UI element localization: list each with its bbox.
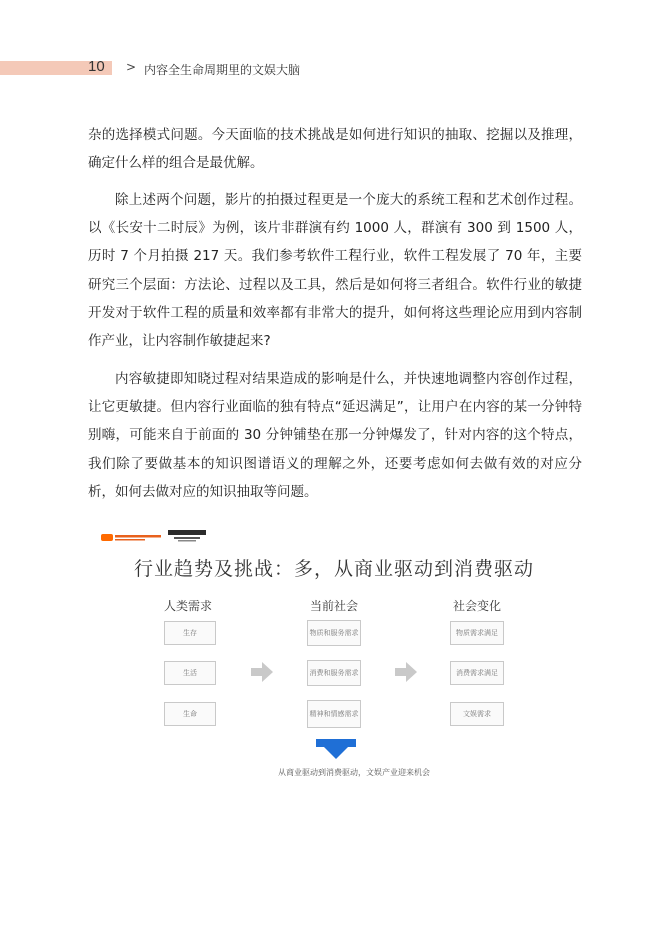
- breadcrumb-separator: >: [126, 60, 137, 74]
- figure-slide: [98, 526, 568, 796]
- column-heading: 社会变化: [452, 599, 501, 613]
- figure-title: 行业趋势及挑战：多，从商业驱动到消费驱动: [134, 558, 535, 580]
- running-title: 内容全生命周期里的文娱大脑: [144, 63, 301, 77]
- flow-box: 物质需求满足: [450, 621, 504, 645]
- paragraph-1: 杂的选择模式问题。今天面临的技术挑战是如何进行知识的抽取、挖掘以及推理，确定什么样的组合是最优解。: [88, 127, 582, 172]
- arrow-down-icon: [316, 739, 356, 759]
- alibaba-logo: [101, 533, 163, 542]
- paragraph-3: 内容敏捷即知晓过程对结果造成的影响是什么，并快速地调整内容创作过程，让它更敏捷。但内容行业面临的独有特点“延迟满足”，让用户在内容的某一分钟特别嗨，可能来自于前面的 30 分钟铺垫在那一分钟爆发了，针对内容的这个特点，我们除了要做基本的知识图谱语义的理解之外，还要考虑如何去做有效的对应分析，如何去做对应的知识抽取等问题。: [88, 371, 582, 500]
- flow-box: 物质和服务需求: [307, 620, 361, 646]
- arrow-right-icon: [395, 662, 417, 682]
- paragraph-2: 除上述两个问题，影片的拍摄过程更是一个庞大的系统工程和艺术创作过程。以《长安十二时辰》为例，该片非群演有约 1000 人，群演有 300 到 1500 人，历时 7 个月拍摄 217 天。我们参考软件工程行业，软件工程发展了 70 年，主要研究三个层面：方法论、过程以及工具，然后是如何将三者组合。软件行业的敏捷开发对于软件工程的质量和效率都有非常大的提升，如何将这些理论应用到内容制作产业，让内容制作敏捷起来?: [88, 192, 582, 350]
- column-heading: 当前社会: [309, 599, 358, 613]
- flow-box: 生命: [164, 702, 216, 726]
- flow-box: 文娱需求: [450, 702, 504, 726]
- flow-box: 生存: [164, 621, 216, 645]
- flow-box: 消费需求满足: [450, 661, 504, 685]
- column-heading: 人类需求: [163, 599, 212, 613]
- arrow-right-icon: [251, 662, 273, 682]
- page-number: 10: [88, 58, 105, 75]
- flow-box: 消费和服务需求: [307, 660, 361, 686]
- figure-bottom-note: 从商业驱动到消费驱动，文娱产业迎来机会: [278, 768, 430, 777]
- flow-box: 生活: [164, 661, 216, 685]
- apsara-logo: [168, 529, 208, 543]
- flow-box: 精神和情感需求: [307, 700, 361, 728]
